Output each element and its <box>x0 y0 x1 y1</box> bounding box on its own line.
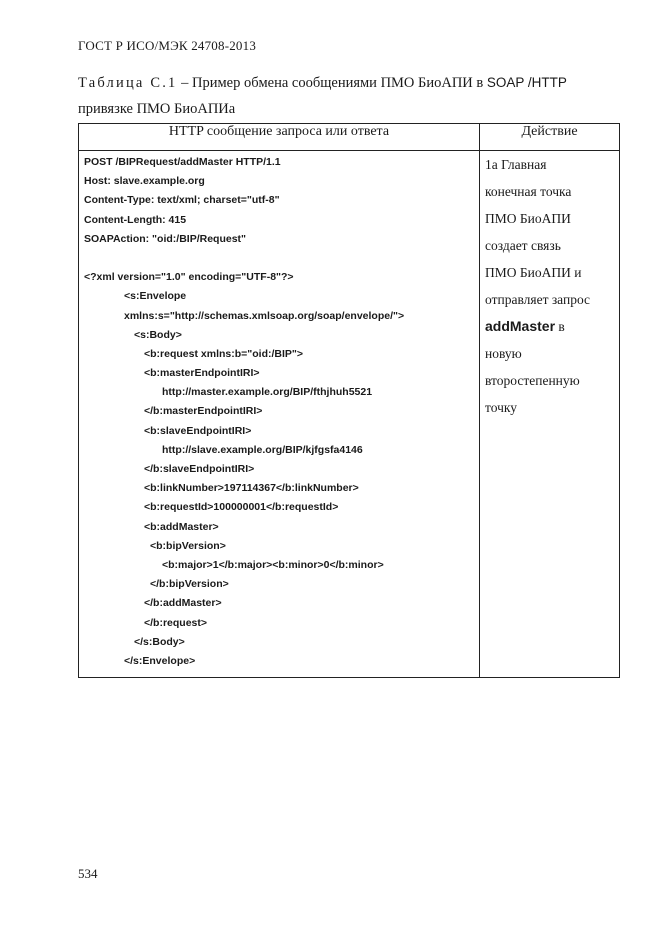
code-line: </s:Envelope> <box>124 654 196 667</box>
code-line: </b:addMaster> <box>144 597 222 610</box>
action-keyword: addMaster <box>485 318 556 334</box>
header-action: Действие <box>480 124 620 151</box>
table-caption <box>78 70 618 122</box>
code-line: <b:masterEndpointIRI> <box>144 367 260 380</box>
code-line: <?xml version="1.0" encoding="UTF-8"?> <box>84 271 294 284</box>
code-line: <b:request xmlns:b="oid:/BIP"> <box>144 347 304 360</box>
code-line: <b:bipVersion> <box>150 539 226 552</box>
code-block <box>79 151 479 677</box>
action-line <box>485 313 619 340</box>
action-line: второстепенную <box>485 373 580 388</box>
action-line: конечная точка <box>485 184 572 199</box>
message-cell <box>79 151 480 678</box>
code-line: </s:Body> <box>134 635 185 648</box>
code-line: http://master.example.org/BIP/fthjhuh5521 <box>162 386 373 399</box>
code-line <box>84 249 479 268</box>
code-line: </b:slaveEndpointIRI> <box>144 463 255 475</box>
action-line: новую <box>485 346 522 361</box>
action-line: отправляет запрос <box>485 292 591 307</box>
action-line: 1а Главная <box>485 157 547 172</box>
code-line: Content-Type: text/xml; charset="utf-8" <box>84 194 280 207</box>
code-line: </b:masterEndpointIRI> <box>144 405 263 418</box>
action-line: точку <box>485 400 518 415</box>
code-line: <b:slaveEndpointIRI> <box>144 424 252 437</box>
caption-prefix: Таблица С.1 <box>78 75 178 91</box>
message-table <box>78 123 620 678</box>
code-line: http://slave.example.org/BIP/kjfgsfa4146 <box>162 443 363 456</box>
table-header-row <box>79 124 620 151</box>
code-line: POST /BIPRequest/addMaster HTTP/1.1 <box>84 156 281 168</box>
code-line: <b:addMaster> <box>144 520 219 533</box>
code-line: Content-Length: 415 <box>84 213 187 226</box>
action-line: создает связь <box>485 238 561 253</box>
code-line: <s:Body> <box>134 328 182 341</box>
table-row <box>79 151 620 678</box>
header-message: HTTP сообщение запроса или ответа <box>79 124 480 151</box>
action-text <box>480 151 619 421</box>
page-number: 534 <box>78 866 98 881</box>
action-line: ПМО БиоАПИ <box>485 211 571 226</box>
code-line: </b:request> <box>144 616 208 629</box>
action-keyword-suffix: в <box>555 319 565 334</box>
caption-text-c: привязке ПМО БиоАПИа <box>78 101 236 117</box>
action-line: ПМО БиоАПИ и <box>485 265 582 280</box>
code-line: <b:requestId>100000001</b:requestId> <box>144 501 339 514</box>
code-line: Host: slave.example.org <box>84 175 205 188</box>
code-line: <b:major>1</b:major><b:minor>0</b:minor> <box>162 558 384 571</box>
code-line: <b:linkNumber>197114367</b:linkNumber> <box>144 482 359 495</box>
action-cell <box>480 151 620 678</box>
code-line: xmlns:s="http://schemas.xmlsoap.org/soap/envelope/"> <box>124 309 405 322</box>
code-line: </b:bipVersion> <box>150 578 229 591</box>
code-line: SOAPAction: "oid:/BIP/Request" <box>84 232 247 245</box>
document-header: ГОСТ Р ИСО/МЭК 24708-2013 <box>78 38 257 53</box>
caption-text-a: – Пример обмена сообщениями ПМО БиоАПИ в <box>177 75 487 91</box>
caption-protocol: SOAP /HTTP <box>486 75 567 90</box>
code-line: <s:Envelope <box>124 290 187 303</box>
